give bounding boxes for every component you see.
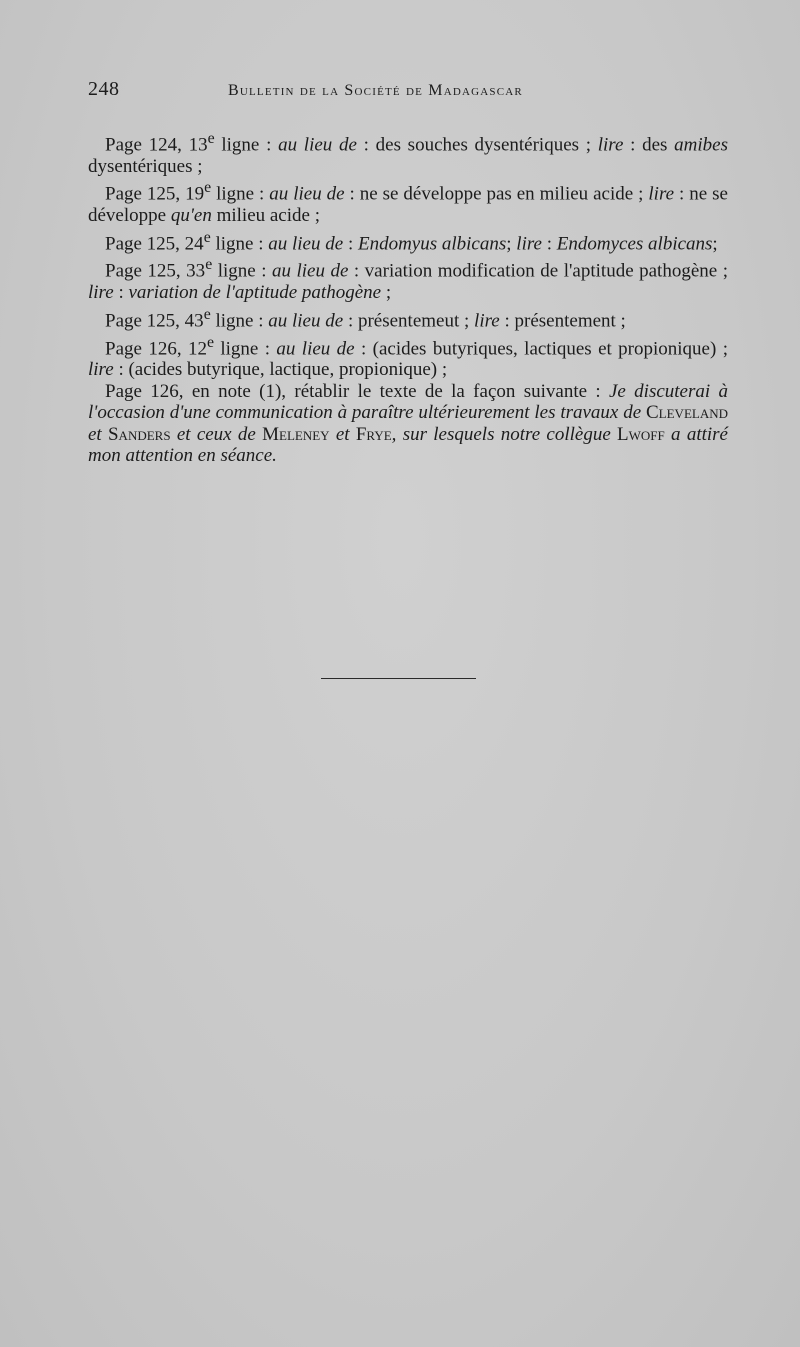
- running-title: Bulletin de la Société de Madagascar: [228, 82, 523, 99]
- erratum-entry: Page 125, 33e ligne : au lieu de : variation modification de l'aptitude pathogène ; lire : variation de l'aptitude pathogène ;: [88, 256, 728, 304]
- erratum-entry: Page 125, 43e ligne : au lieu de : présentemeut ; lire : présentement ;: [105, 305, 626, 332]
- erratum-entry: Page 125, 19e ligne : au lieu de : ne se développe pas en milieu acide ; lire : ne se développe qu'en milieu acide ;: [88, 179, 728, 227]
- erratum-entry: Page 124, 13e ligne : au lieu de : des souches dysentériques ; lire : des amibes dysentériques ;: [88, 130, 728, 177]
- erratum-note-entry: Page 126, en note (1), rétablir le texte de la façon suivante : Je discuterai à l'occasion d'une communication à paraître ultérieurement les travaux de Cleveland et Sanders et ceux de Meleney et Frye, sur lesquels notre collègue Lwoff a attiré mon attention en séance.: [88, 380, 728, 467]
- page-header: [88, 78, 728, 108]
- horizontal-rule: [321, 678, 476, 679]
- errata-text: [88, 128, 728, 467]
- page-number: 248: [88, 78, 120, 100]
- erratum-entry: Page 125, 24e ligne : au lieu de : Endomyus albicans; lire : Endomyces albicans;: [105, 228, 718, 254]
- erratum-entry: Page 126, 12e ligne : au lieu de : (acides butyriques, lactiques et propionique) ; lire : (acides butyrique, lactique, propionique) ;: [88, 333, 728, 381]
